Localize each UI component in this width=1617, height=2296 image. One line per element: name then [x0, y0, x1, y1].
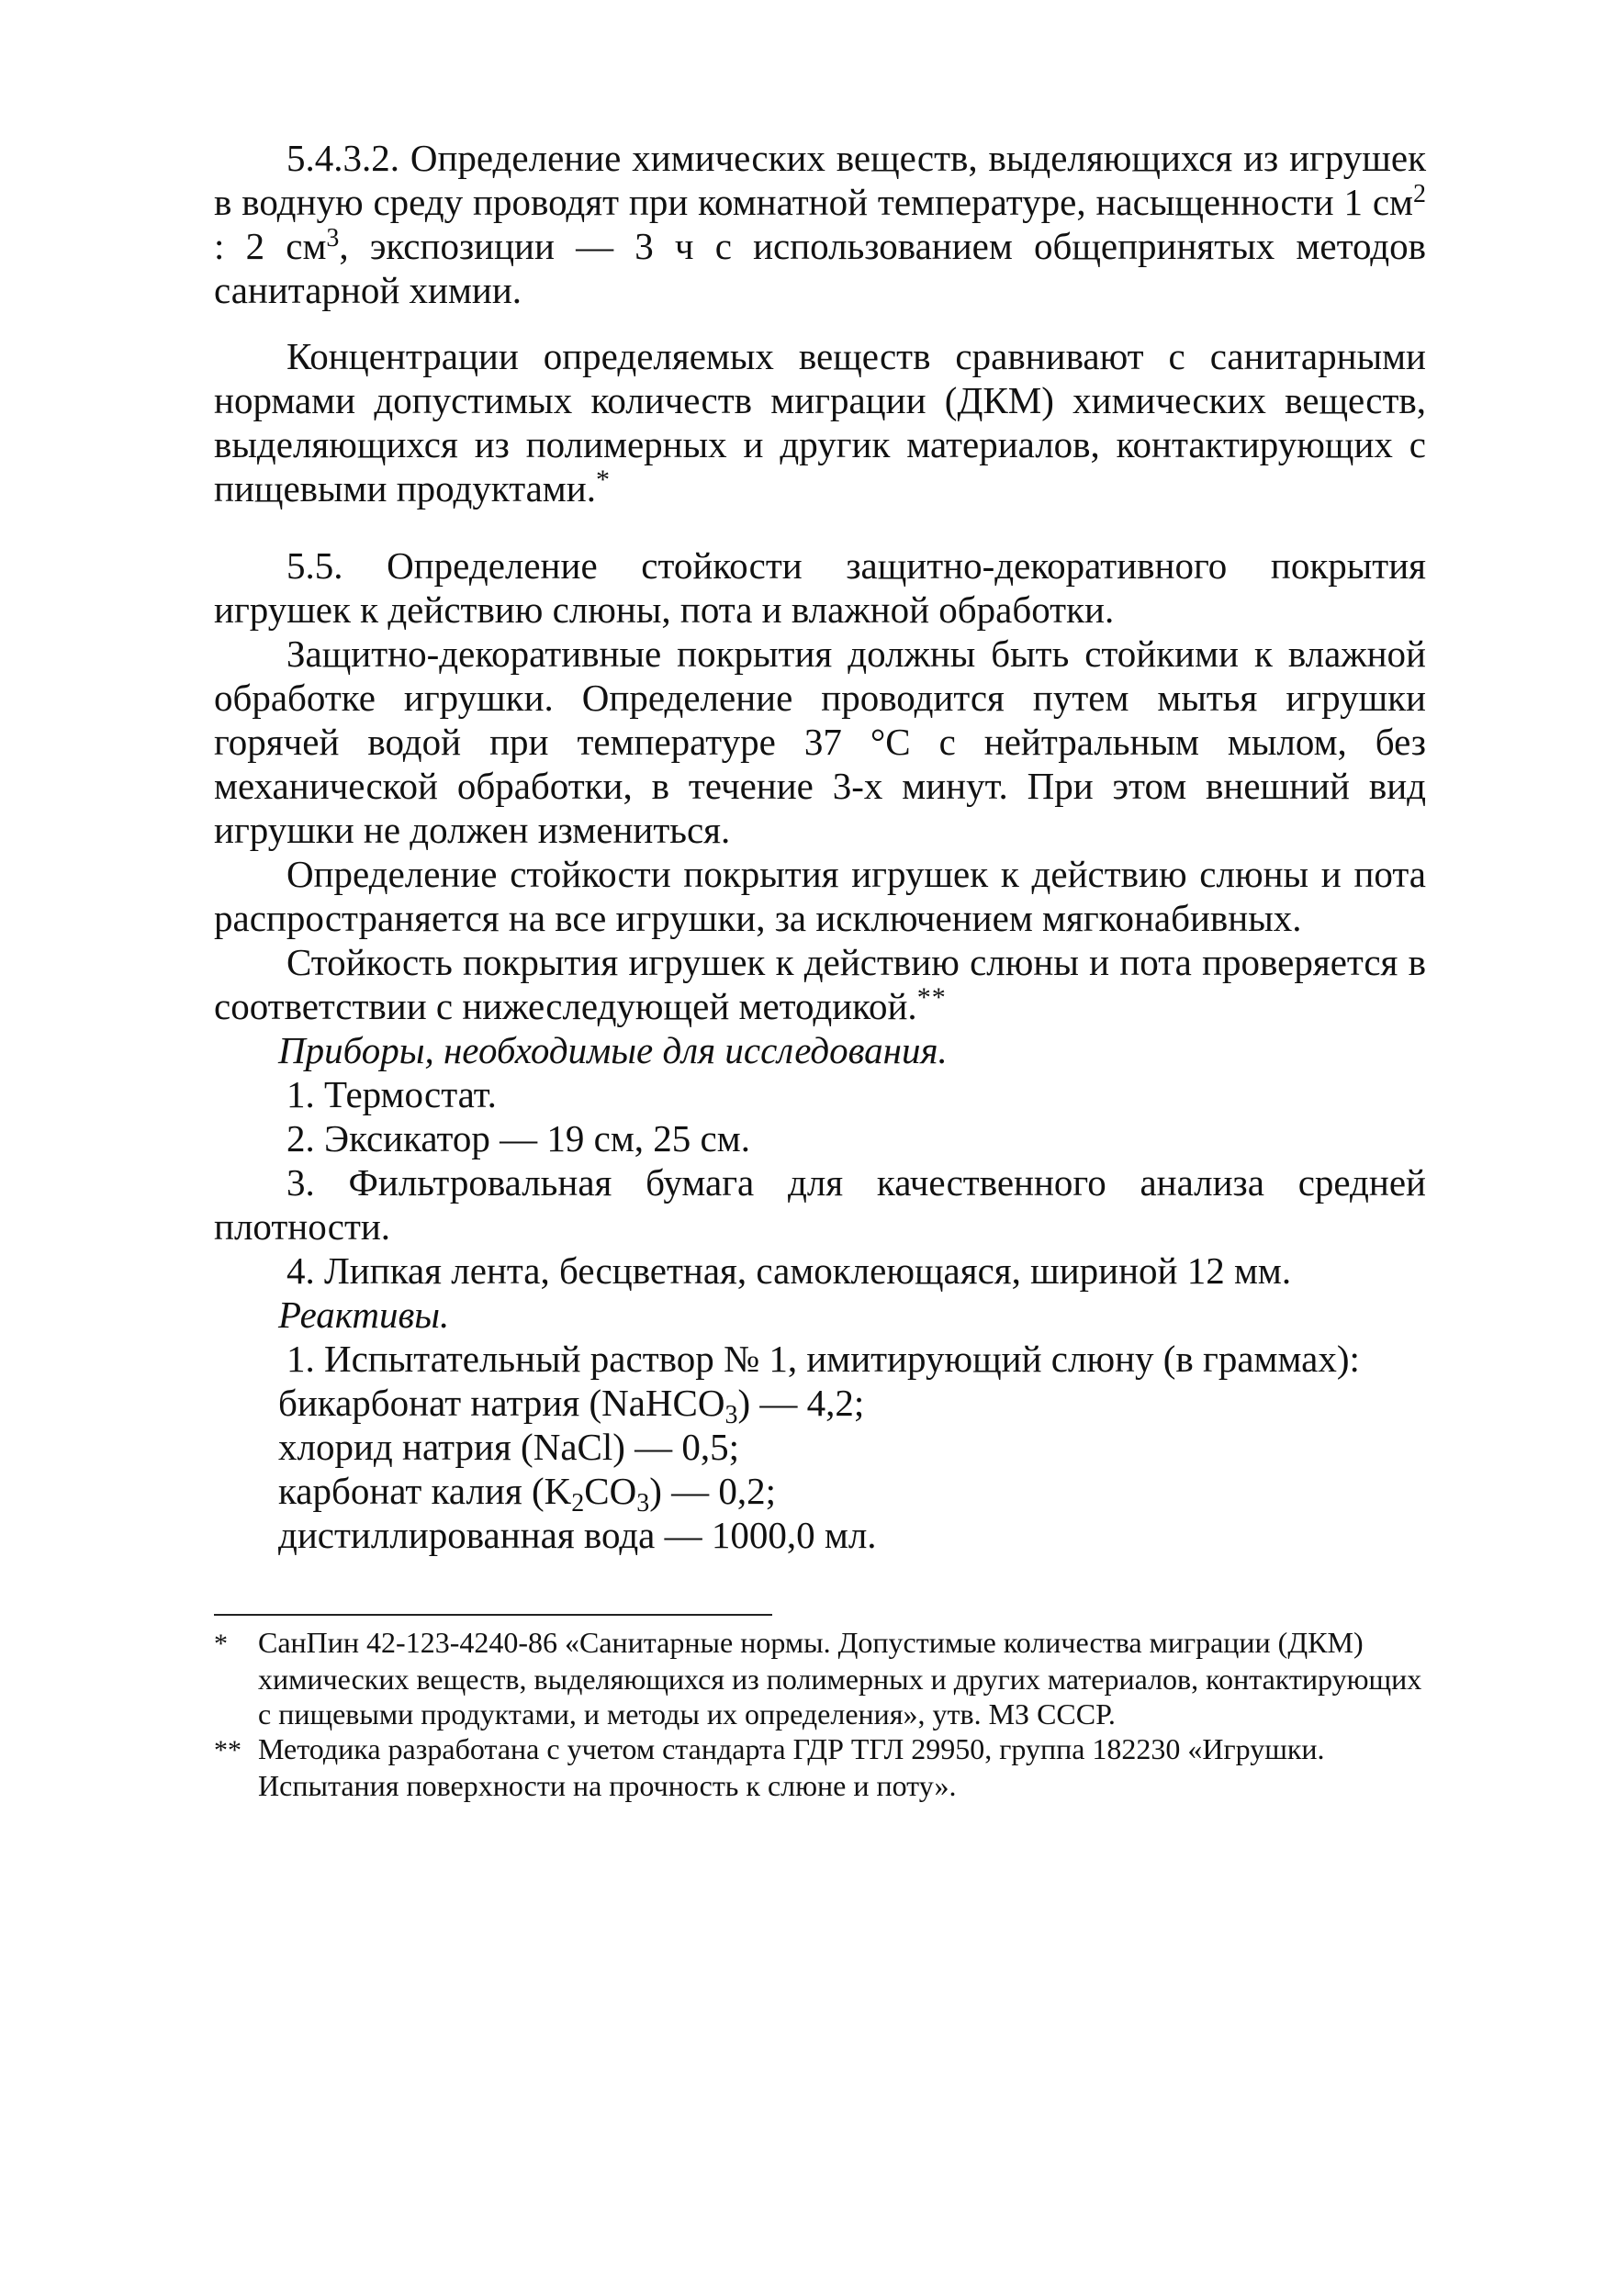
- footnote-ref-2: **: [916, 982, 947, 1013]
- subscript: 2: [571, 1489, 585, 1518]
- paragraph-scope: Определение стойкости покрытия игрушек к действию слюны и пота распространяется на все игрушки, за исключением мягконабивных.: [214, 853, 1426, 939]
- text-run: ) — 0,2;: [649, 1470, 776, 1512]
- devices-heading: Приборы, необходимые для исследования.: [278, 1029, 948, 1071]
- footnote-1: [214, 1625, 1426, 1731]
- list-item: 4. Липкая лента, бесцветная, самоклеющаяся, шириной 12 мм.: [286, 1249, 1292, 1292]
- text-run: CO: [584, 1470, 637, 1512]
- list-item: 1. Термостат.: [286, 1073, 497, 1115]
- reagent-solution-1: 1. Испытательный раствор № 1, имитирующий слюну (в граммах):: [286, 1338, 1360, 1380]
- list-item: 3. Фильтровальная бумага для качественного анализа средней плотности.: [214, 1161, 1426, 1248]
- text-run: : 2 см: [214, 225, 327, 267]
- text-run: Концентрации определяемых веществ сравнивают с санитарными нормами допустимых количеств миграции (ДКМ) химических веществ, выделяющихся из полимерных и другик материалов, контактирующих с пищевыми продуктами.: [214, 335, 1426, 510]
- footnote-text: СанПин 42-123-4240-86 «Санитарные нормы. Допустимые количества миграции (ДКМ) химических веществ, выделяющихся из полимерных и других материалов, контактирующих с пищевыми продуктами, и методы их определения», утв. МЗ СССР.: [258, 1626, 1422, 1730]
- text-run: , экспозиции — 3 ч с использованием общепринятых методов санитарной химии.: [214, 225, 1426, 311]
- footnote-ref-1: *: [595, 465, 611, 495]
- superscript: 2: [1413, 180, 1426, 208]
- footnote-divider: [214, 1614, 772, 1616]
- text-run: 5.4.3.2. Определение химических веществ, выделяющихся из игрушек в водную среду проводят при комнатной температуре, насыщенности 1 см: [214, 137, 1426, 223]
- superscript: 3: [326, 224, 340, 252]
- document-page: [214, 136, 1426, 1803]
- paragraph-wet-treatment: Защитно-декоративные покрытия должны быть стойкими к влажной обработке игрушки. Определение проводится путем мытья игрушки горячей водой при температуре 37 °С с нейтральным мылом, без механической обработки, в течение 3-х минут. При этом внешний вид игрушки не должен измениться.: [214, 633, 1426, 851]
- text-run: бикарбонат натрия (NaHCO: [278, 1382, 725, 1424]
- text-run: Стойкость покрытия игрушек к действию слюны и пота проверяется в соответствии с нижеследующей методикой.: [214, 941, 1426, 1027]
- footnote-text: Методика разработана с учетом стандарта ГДР ТГЛ 29950, группа 182230 «Игрушки. Испытания поверхности на прочность к слюне и поту».: [258, 1732, 1325, 1802]
- footnote-2: [214, 1731, 1426, 1803]
- subscript: 3: [636, 1489, 650, 1518]
- footnote-marker: *: [214, 1629, 228, 1659]
- text-run: карбонат калия (K: [278, 1470, 572, 1512]
- paragraph-concentration: [214, 334, 1426, 510]
- ingredient-water: дистиллированная вода — 1000,0 мл.: [278, 1514, 877, 1556]
- text-run: ) — 4,2;: [737, 1382, 865, 1424]
- subscript: 3: [724, 1401, 738, 1429]
- footnote-marker: **: [214, 1735, 241, 1765]
- reagents-heading: Реактивы.: [278, 1294, 450, 1336]
- ingredient-chloride: хлорид натрия (NaCl) — 0,5;: [278, 1426, 740, 1468]
- ingredient-bicarbonate: [214, 1381, 1426, 1429]
- ingredient-carbonate: [214, 1469, 1426, 1518]
- paragraph-method: [214, 940, 1426, 1028]
- section-5-5-title: 5.5. Определение стойкости защитно-декоративного покрытия игрушек к действию слюны, пота и влажной обработки.: [214, 544, 1426, 631]
- paragraph-5-4-3-2: [214, 136, 1426, 312]
- list-item: 2. Эксикатор — 19 см, 25 см.: [286, 1117, 750, 1159]
